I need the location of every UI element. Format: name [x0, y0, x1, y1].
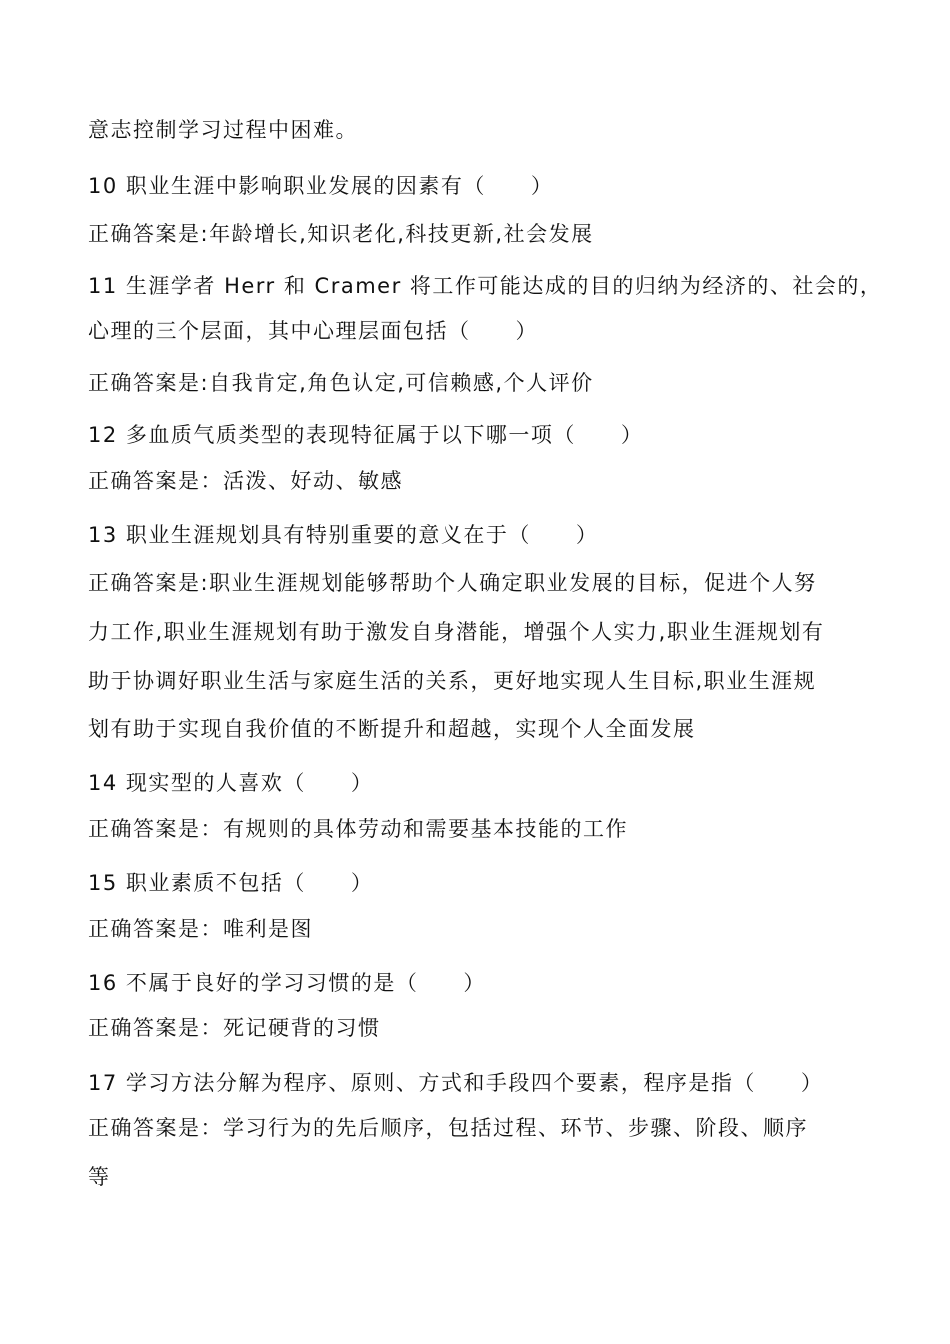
answer-13-line-2: 力工作,职业生涯规划有助于激发自身潜能，增强个人实力,职业生涯规划有 [88, 620, 825, 644]
question-13: 13 职业生涯规划具有特别重要的意义在于（ ） [88, 523, 599, 547]
answer-14: 正确答案是：有规则的具体劳动和需要基本技能的工作 [88, 817, 628, 841]
answer-17-line-1: 正确答案是：学习行为的先后顺序，包括过程、环节、步骤、阶段、顺序 [88, 1116, 808, 1140]
answer-15: 正确答案是：唯利是图 [88, 917, 313, 941]
question-15: 15 职业素质不包括（ ） [88, 871, 374, 895]
question-14: 14 现实型的人喜欢（ ） [88, 771, 374, 795]
answer-17-line-2: 等 [88, 1165, 111, 1189]
answer-12: 正确答案是：活泼、好动、敏感 [88, 469, 403, 493]
question-10: 10 职业生涯中影响职业发展的因素有（ ） [88, 174, 554, 198]
answer-16: 正确答案是：死记硬背的习惯 [88, 1016, 381, 1040]
continuation-text: 意志控制学习过程中困难。 [88, 118, 358, 142]
answer-13-line-3: 助于协调好职业生活与家庭生活的关系，更好地实现人生目标,职业生涯规 [88, 669, 817, 693]
answer-10: 正确答案是:年龄增长,知识老化,科技更新,社会发展 [88, 222, 594, 246]
question-11-line-2: 心理的三个层面，其中心理层面包括（ ） [88, 319, 538, 343]
answer-13-line-4: 划有助于实现自我价值的不断提升和超越，实现个人全面发展 [88, 717, 696, 741]
question-16: 16 不属于良好的学习习惯的是（ ） [88, 971, 486, 995]
answer-13-line-1: 正确答案是:职业生涯规划能够帮助个人确定职业发展的目标，促进个人努 [88, 571, 817, 595]
question-11-line-1: 11 生涯学者 Herr 和 Cramer 将工作可能达成的目的归纳为经济的、社会的， [88, 274, 883, 298]
question-12: 12 多血质气质类型的表现特征属于以下哪一项（ ） [88, 423, 644, 447]
answer-11: 正确答案是:自我肯定,角色认定,可信赖感,个人评价 [88, 371, 594, 395]
question-17: 17 学习方法分解为程序、原则、方式和手段四个要素，程序是指（ ） [88, 1071, 824, 1095]
